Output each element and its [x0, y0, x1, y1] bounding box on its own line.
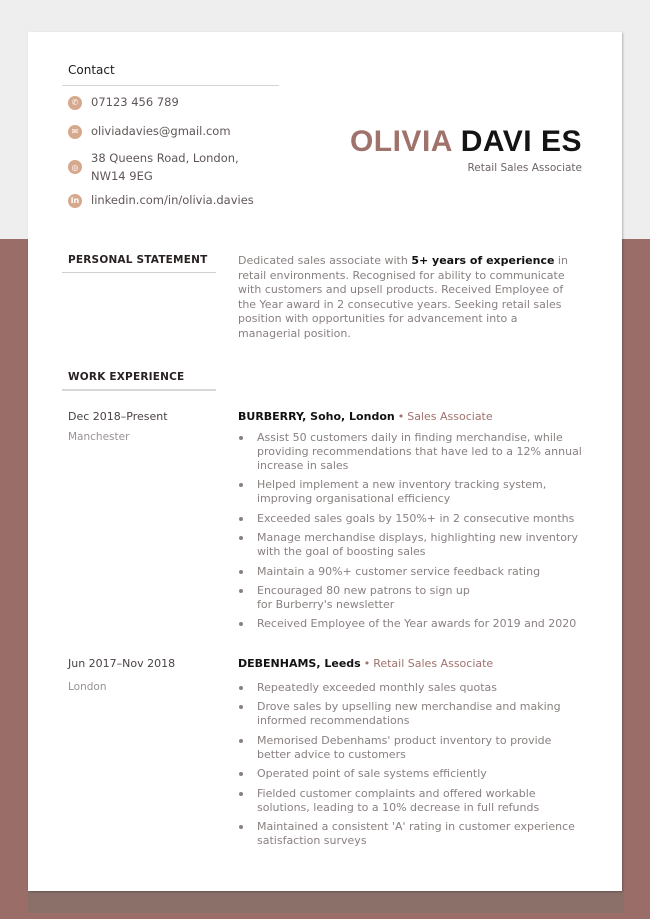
job-location: Manchester: [68, 431, 130, 443]
separator-dot: •: [397, 410, 405, 423]
list-item: [238, 584, 583, 612]
location-icon: ◎: [68, 160, 82, 174]
bullet-text: Encouraged 80 new patrons to sign up for Burberry's newsletter: [257, 583, 470, 611]
bullet-icon: [239, 570, 243, 574]
job-role: Retail Sales Associate: [373, 657, 494, 670]
bullet-icon: [239, 825, 243, 829]
bullet-icon: [239, 622, 243, 626]
statement-text-after: in retail environments. Recognised for ability to communicate with customers and upsell products. Received Employee of the Year award in 2 consecutive years. Seeking retail sales position with opportunities for advancement into a managerial position.: [238, 254, 568, 340]
personal-statement-text: [238, 254, 583, 342]
address-line-2: NW14 9EG: [91, 169, 153, 183]
list-item: [238, 820, 583, 848]
last-name: DAVI ES: [460, 125, 582, 158]
job-dates: Dec 2018–Present: [68, 410, 168, 423]
contact-linkedin: [68, 192, 254, 209]
job-header: [238, 657, 493, 670]
bullet-icon: [239, 536, 243, 540]
bullet-text: Helped implement a new inventory tracking system, improving organisational efficiency: [257, 478, 547, 506]
contact-title: Contact: [62, 63, 279, 86]
address-line-1: 38 Queens Road, London,: [91, 151, 239, 165]
contact-phone: [68, 94, 179, 111]
list-item: [238, 531, 583, 559]
job-title: Retail Sales Associate: [467, 162, 582, 174]
section-divider: [62, 272, 216, 273]
bullet-icon: [239, 483, 243, 487]
bullet-text: Exceeded sales goals by 150%+ in 2 consecutive months: [257, 511, 575, 525]
list-item: [238, 787, 583, 815]
phone-number: 07123 456 789: [91, 95, 179, 109]
personal-statement-heading: [62, 254, 216, 273]
resume-page: [28, 32, 622, 891]
phone-icon: ✆: [68, 96, 82, 110]
bullet-icon: [239, 589, 243, 593]
list-item: [238, 512, 583, 526]
job-role: Sales Associate: [407, 410, 493, 423]
job-bullets: [238, 681, 583, 853]
personal-statement-heading-text: PERSONAL STATEMENT: [68, 254, 208, 266]
list-item: [238, 617, 583, 631]
section-divider: [62, 389, 216, 391]
first-name: OLIVIA: [349, 125, 452, 158]
list-item: [238, 565, 583, 579]
contact-address: [68, 149, 239, 185]
bullet-text: Manage merchandise displays, highlighting new inventory with the goal of boosting sales: [257, 531, 578, 559]
job-dates: Jun 2017–Nov 2018: [68, 657, 176, 670]
email-address[interactable]: oliviadavies@gmail.com: [91, 124, 231, 138]
bullet-text: Memorised Debenhams' product inventory to provide better advice to customers: [257, 733, 552, 761]
job-bullets: [238, 431, 583, 637]
job-header: [238, 410, 493, 423]
job-location: London: [68, 681, 107, 693]
list-item: [238, 767, 583, 781]
bullet-icon: [239, 772, 243, 776]
bullet-icon: [239, 517, 243, 521]
list-item: [238, 431, 583, 473]
company-name: DEBENHAMS, Leeds: [238, 657, 361, 670]
bullet-text: Assist 50 customers daily in finding merchandise, while providing recommendations that have led to a 12% annual increase in sales: [257, 431, 582, 472]
list-item: [238, 734, 583, 762]
list-item: [238, 700, 583, 728]
linkedin-icon: in: [68, 194, 82, 208]
bullet-icon: [239, 705, 243, 709]
list-item: [238, 681, 583, 695]
contact-section: [62, 63, 279, 86]
email-icon: ✉: [68, 125, 82, 139]
list-item: [238, 478, 583, 506]
candidate-name: [350, 125, 582, 159]
bullet-text: Fielded customer complaints and offered workable solutions, leading to a 10% decrease in full refunds: [257, 786, 540, 814]
statement-highlight: 5+ years of experience: [411, 254, 555, 267]
bullet-text: Received Employee of the Year awards for 2019 and 2020: [257, 617, 577, 631]
bullet-icon: [239, 739, 243, 743]
bullet-text: Operated point of sale systems efficiently: [257, 767, 487, 781]
bullet-icon: [239, 686, 243, 690]
bullet-icon: [239, 436, 243, 440]
statement-text-before: Dedicated sales associate with: [238, 254, 412, 267]
bullet-icon: [239, 792, 243, 796]
bullet-text: Maintain a 90%+ customer service feedback rating: [257, 564, 541, 578]
work-experience-heading: [62, 371, 216, 391]
work-experience-heading-text: WORK EXPERIENCE: [68, 371, 185, 383]
contact-email: [68, 123, 231, 140]
bullet-text: Maintained a consistent 'A' rating in customer experience satisfaction surveys: [257, 819, 575, 847]
page-shadow: [28, 891, 624, 913]
company-name: BURBERRY, Soho, London: [238, 410, 395, 423]
bullet-text: Drove sales by upselling new merchandise and making informed recommendations: [257, 700, 561, 728]
linkedin-url[interactable]: linkedin.com/in/olivia.davies: [91, 193, 254, 207]
bullet-text: Repeatedly exceeded monthly sales quotas: [257, 681, 497, 694]
separator-dot: •: [363, 657, 371, 670]
